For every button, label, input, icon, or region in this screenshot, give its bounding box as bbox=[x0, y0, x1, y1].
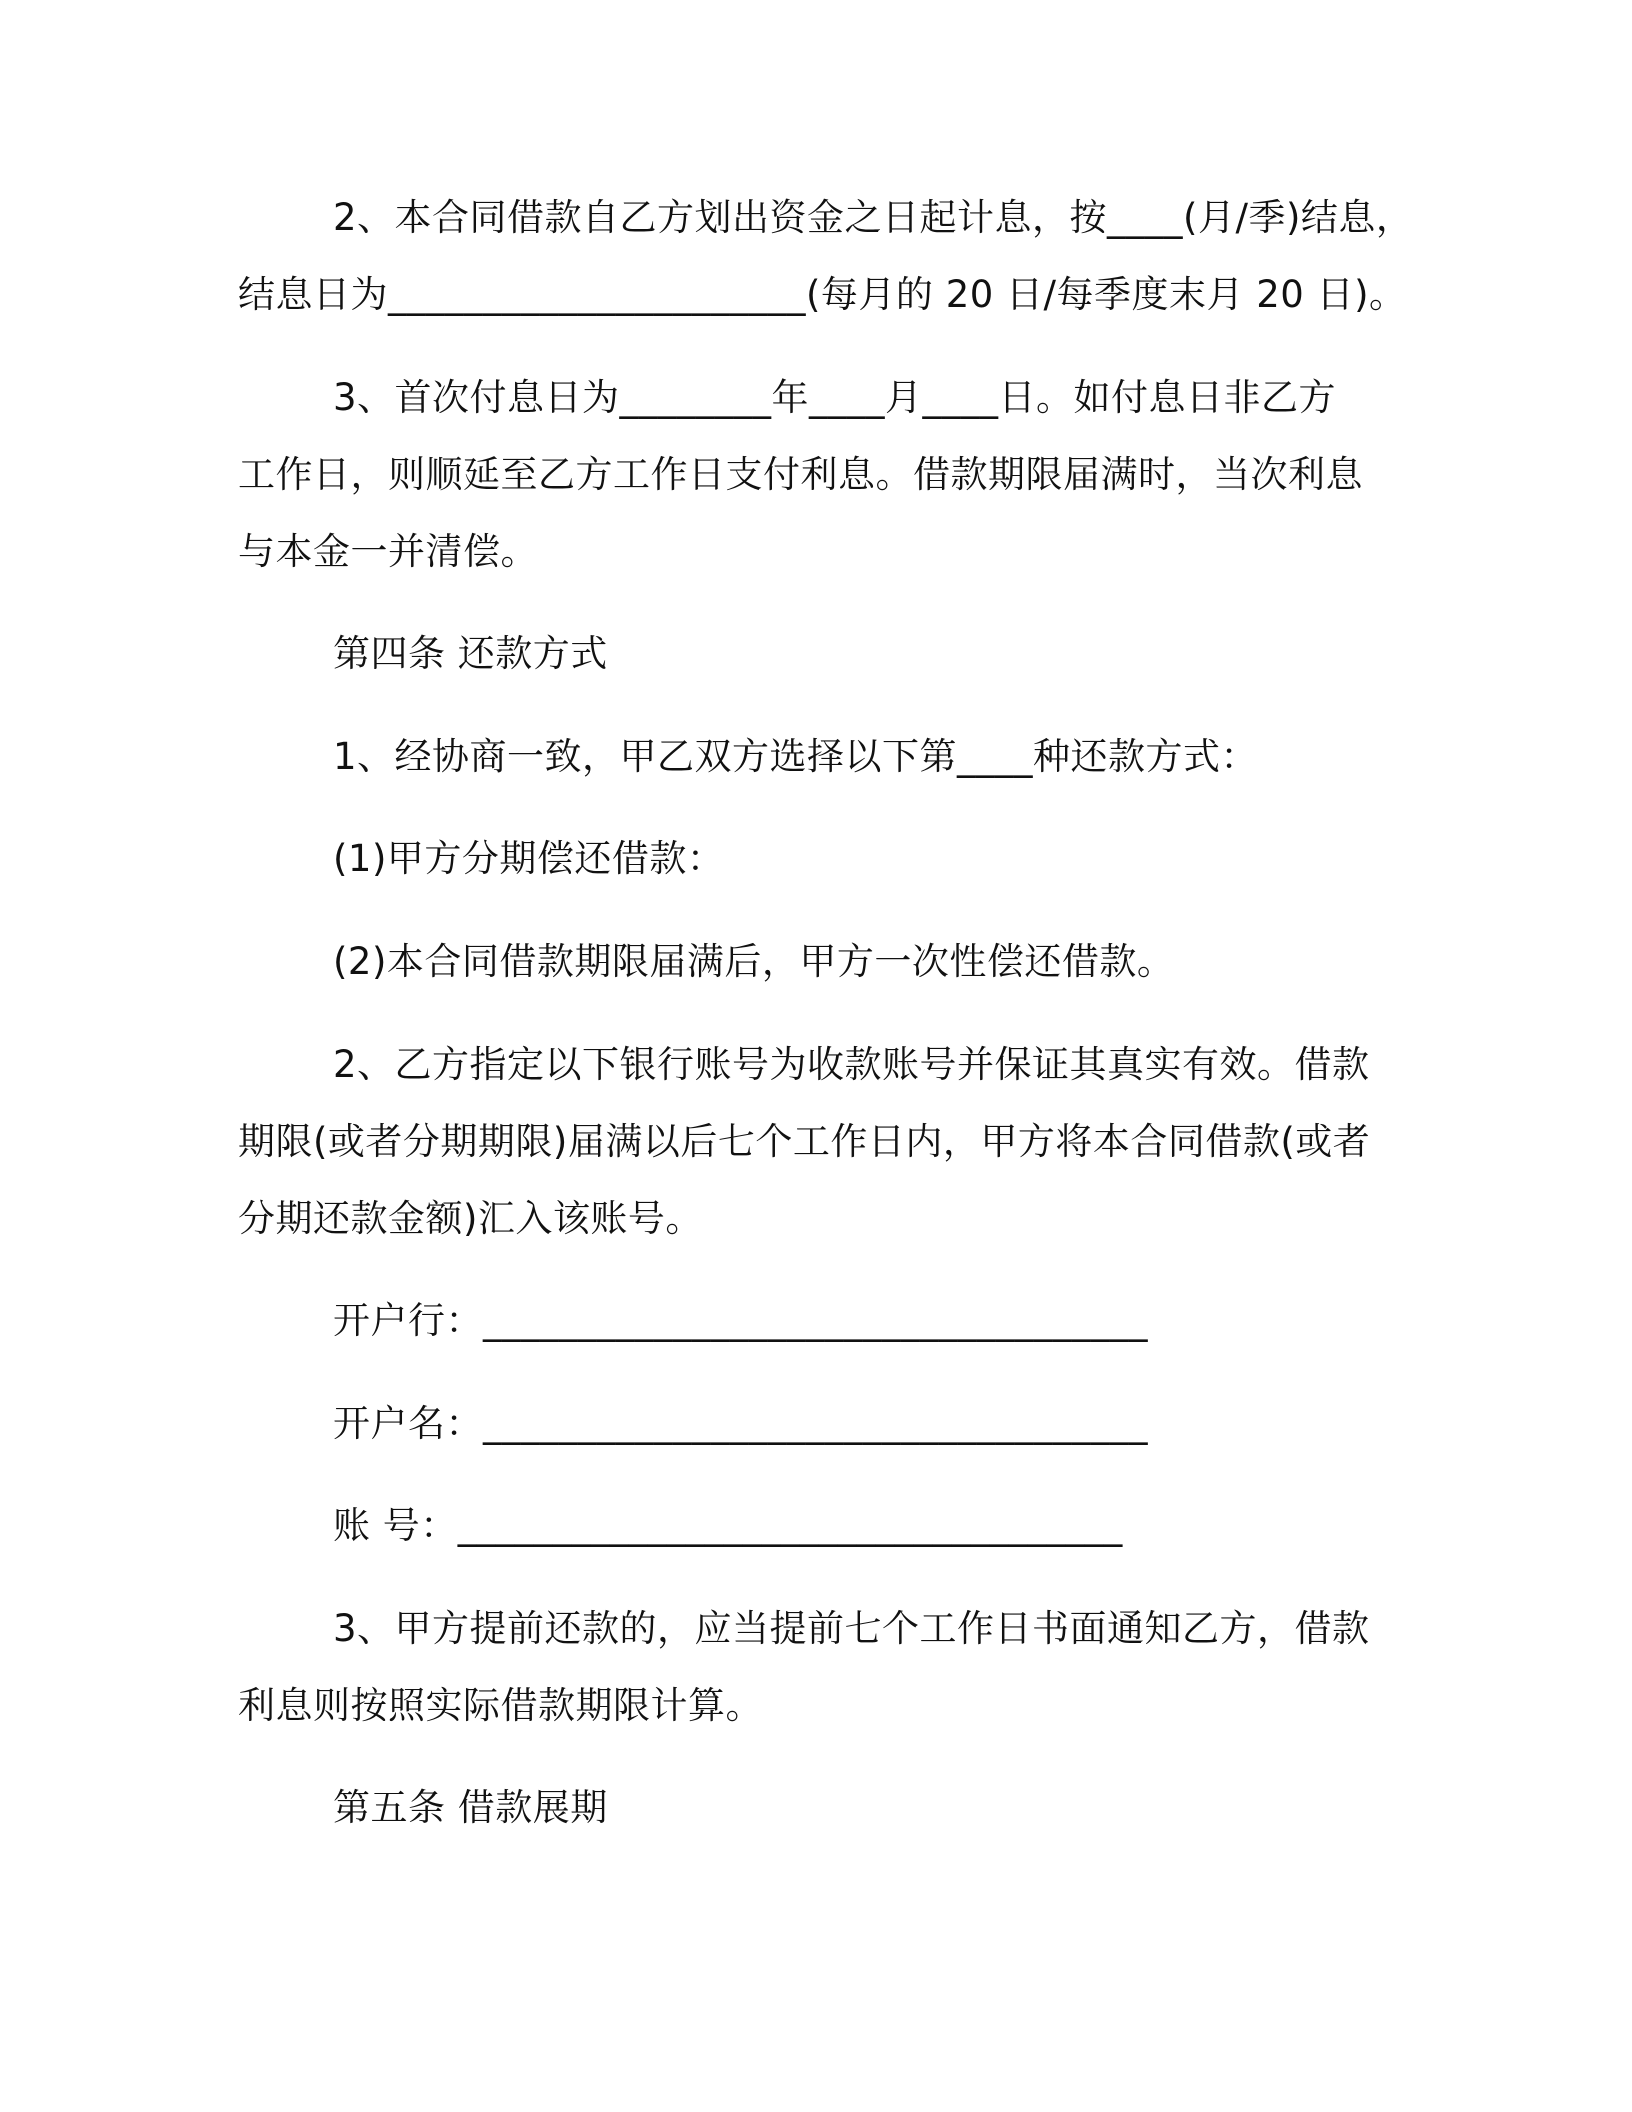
bank-account-line-2: 期限(或者分期期限)届满以后七个工作日内，甲方将本合同借款(或者 bbox=[238, 1120, 1371, 1163]
account-number-field: 账 号：___________________________________ bbox=[333, 1504, 1123, 1547]
first-payment-line-2: 工作日，则顺延至乙方工作日支付利息。借款期限届满时，当次利息 bbox=[238, 453, 1363, 496]
lump-sum-option-line: (2)本合同借款期限届满后，甲方一次性偿还借款。 bbox=[333, 940, 1175, 983]
early-repayment-line-1: 3、甲方提前还款的，应当提前七个工作日书面通知乙方，借款 bbox=[333, 1607, 1370, 1650]
repayment-choice-line: 1、经协商一致，甲乙双方选择以下第____种还款方式： bbox=[333, 735, 1259, 778]
first-payment-line-3: 与本金一并清偿。 bbox=[238, 530, 538, 573]
installment-option-line: (1)甲方分期偿还借款： bbox=[333, 837, 725, 880]
early-repayment-line-2: 利息则按照实际借款期限计算。 bbox=[238, 1684, 763, 1727]
bank-account-line-3: 分期还款金额)汇入该账号。 bbox=[238, 1197, 703, 1240]
bank-account-line-1: 2、乙方指定以下银行账号为收款账号并保证其真实有效。借款 bbox=[333, 1043, 1370, 1086]
article-five-heading: 第五条 借款展期 bbox=[333, 1786, 608, 1829]
account-name-field: 开户名：___________________________________ bbox=[333, 1402, 1148, 1445]
interest-clause-line-2: 结息日为______________________(每月的 20 日/每季度末月 20 日)。 bbox=[238, 273, 1407, 316]
interest-clause-line-1: 2、本合同借款自乙方划出资金之日起计息，按____(月/季)结息， bbox=[333, 196, 1414, 239]
article-four-heading: 第四条 还款方式 bbox=[333, 632, 608, 675]
bank-name-field: 开户行：___________________________________ bbox=[333, 1299, 1148, 1342]
first-payment-line-1: 3、首次付息日为________年____月____日。如付息日非乙方 bbox=[333, 376, 1337, 419]
